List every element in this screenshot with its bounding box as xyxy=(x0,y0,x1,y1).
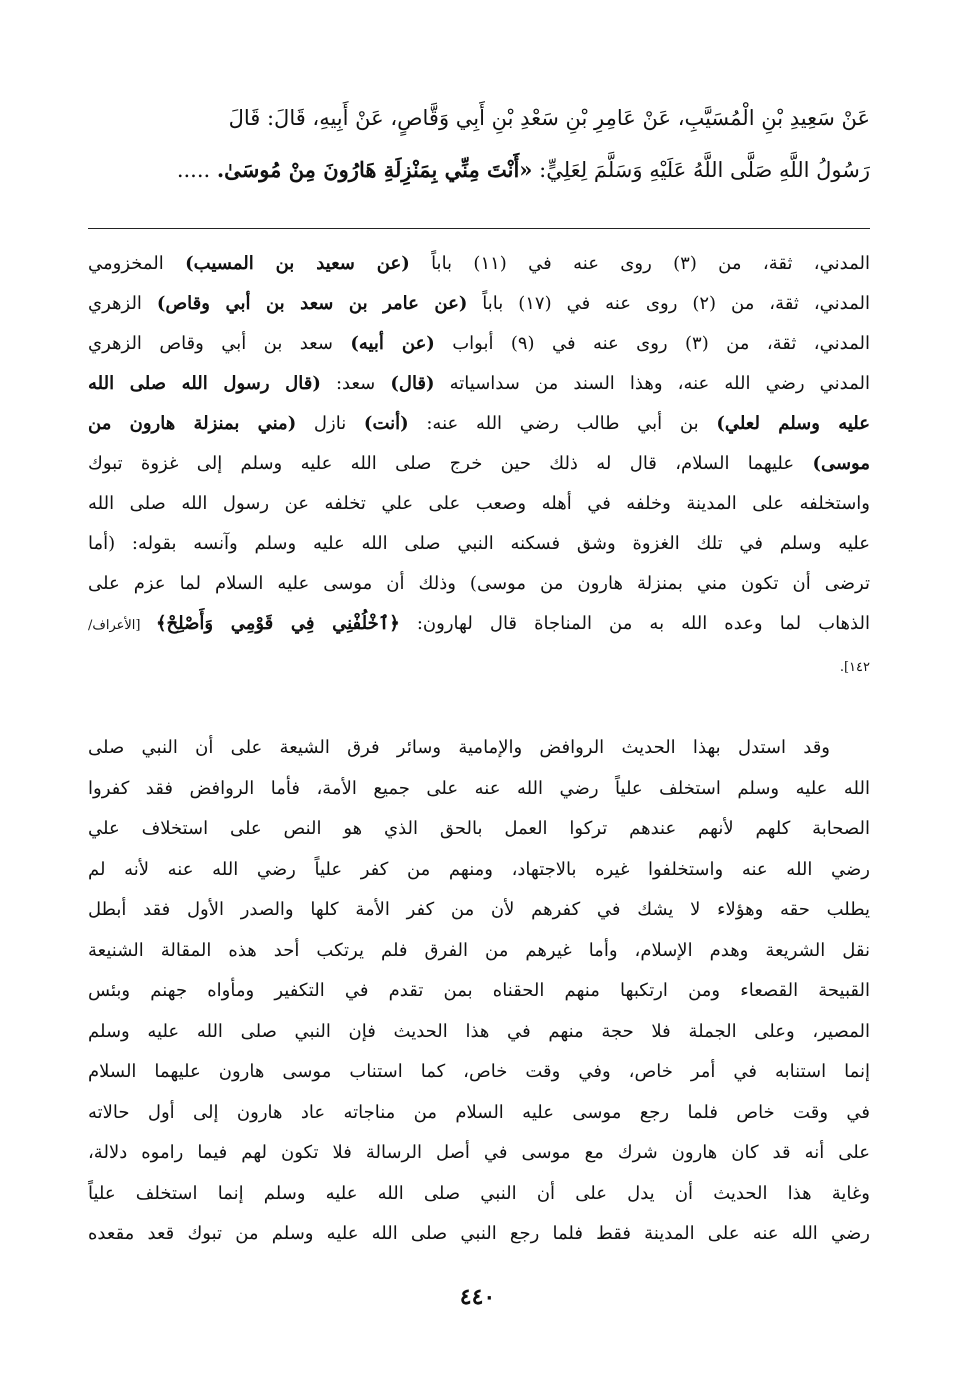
discussion-line: وغاية هذا الحديث أن يدل على أن النبي صلى الله عليه وسلم إنما استخلف علياً xyxy=(88,1182,870,1204)
discussion-line: رضي الله عنه واستخلفوا غيره بالاجتهاد، ومنهم من كفر علياً رضي الله عنه لأنه لم xyxy=(88,858,870,880)
discussion-line: نقل الشريعة وهدم الإسلام، وأما غيرهم من الفرق فلم يرتكب أحد هذه المقالة الشنيعة xyxy=(88,939,870,961)
commentary-line xyxy=(88,364,870,404)
hadith-line-start: رَسُولُ اللَّهِ صَلَّى اللَّهُ عَلَيْهِ وَسَلَّمَ لِعَلِيٍّ: xyxy=(532,158,870,182)
commentary-text: المدني، ثقة، من (٢) روى عنه في (١٧) باباً xyxy=(467,293,870,314)
commentary-text: سعد بن أبي وقاص الزهري xyxy=(88,333,351,354)
discussion-line: على أنه قد كان هارون شرك مع موسى في أصل الرسالة فلا تكون لهم فيما راموه دلالة، xyxy=(88,1142,870,1163)
quran-verse: ﴿ٱخْلُفْنِي فِي قَوْمِي وَأَصْلِحْ﴾ xyxy=(155,613,400,634)
verse-reference: [الأعراف/ xyxy=(88,618,156,633)
commentary-line xyxy=(88,244,870,284)
hadith-quote: «أَنْتَ مِنِّي بِمَنْزِلَةِ هَارُونَ مِنْ مُوسَىٰ. xyxy=(216,157,533,182)
hadith-excerpt: (قال رسول الله صلى الله xyxy=(88,373,321,394)
hadith-excerpt: عليه وسلم لعلي) xyxy=(716,413,870,434)
commentary-text: بن أبي طالب رضي الله عنه: xyxy=(408,413,717,434)
hadith-excerpt: موسى) xyxy=(812,453,870,474)
discussion-line: القبيحة القصعاء ومن ارتكبها منهم الحقناه بمن تقدم في التكفير ومأواه جهنم وبئس xyxy=(88,980,870,1001)
commentary-block xyxy=(88,244,870,688)
commentary-line xyxy=(88,404,870,444)
hadith-excerpt: (قال) xyxy=(390,373,435,394)
commentary-text: سعد: xyxy=(320,373,391,394)
commentary-line xyxy=(88,604,870,646)
commentary-text: المدني، ثقة، من (٣) روى عنه في (٩) أبواب xyxy=(434,333,870,354)
hadith-text xyxy=(88,92,870,196)
hadith-line: عَنْ سَعِيدِ بْنِ الْمُسَيَّبِ، عَنْ عَامِرِ بْنِ سَعْدِ بْنِ أَبِي وَقَّاصٍ، عَنْ أَبِيهِ، قَالَ: قَالَ xyxy=(228,106,870,130)
page-number: ٤٤٠ xyxy=(459,1284,496,1310)
discussion-line: إنما استنابه في أمر خاص، وفي وقت خاص، كما استناب موسى هارون عليهما السلام xyxy=(88,1061,870,1082)
discussion-line: يطلب حقه وهؤلاء لا يشك في كفرهم لأن من كفر الأمة كلها والصدر الأول فقد أبطل xyxy=(88,899,870,920)
hadith-excerpt: (أنت) xyxy=(363,413,409,434)
commentary-line xyxy=(88,444,870,484)
commentary-line: واستخلفه على المدينة وخلفه في أهله وصعب على علي تخلفه عن رسول الله صلى الله xyxy=(88,493,870,514)
discussion-line: المصير، وعلى الجملة فلا حجة منهم في هذا الحديث فإن النبي صلى الله عليه وسلم xyxy=(88,1020,870,1042)
commentary-text: نازل xyxy=(296,413,364,434)
commentary-text: الذهاب لما وعده الله به من المناجاة قال لهارون: xyxy=(399,613,870,634)
discussion-block xyxy=(88,728,870,1255)
commentary-text: المدني رضي الله عنه، وهذا السند من سداسياته xyxy=(434,373,870,394)
discussion-line: الصحابة كلهم لأنهم عندهم تركوا العمل بالحق الذي هو النص على استخلاف علي xyxy=(88,818,870,839)
commentary-line xyxy=(88,646,870,688)
narrator-name: (عن عامر بن سعد بن أبي وقاص) xyxy=(156,293,468,314)
footnote-divider xyxy=(88,228,870,229)
commentary-line xyxy=(88,284,870,324)
discussion-line: في وقت خاص فلما رجع موسى عليه السلام من مناجاته عاد هارون إلى أول حالاته xyxy=(88,1101,870,1123)
commentary-line xyxy=(88,324,870,364)
discussion-line: رضي الله عنه على المدينة فقط فلما رجع النبي صلى الله عليه وسلم من تبوك قعد مقعده xyxy=(88,1223,870,1244)
narrator-name: (عن سعيد بن المسيب) xyxy=(185,253,410,274)
hadith-line xyxy=(88,144,870,196)
verse-reference: ١٤٢]. xyxy=(839,660,870,675)
discussion-line: الله عليه وسلم استخلف علياً رضي الله عنه على جميع الأمة، فأما الروافض فقد كفروا xyxy=(88,777,870,799)
discussion-line: وقد استدل بهذا الحديث الروافض والإمامية وسائر فرق الشيعة على أن النبي صلى xyxy=(88,737,830,758)
commentary-text: المدني، ثقة، من (٣) روى عنه في (١١) باباً xyxy=(409,253,870,274)
commentary-line: ترضى أن تكون مني بمنزلة هارون من موسى) وذلك أن موسى عليه السلام لما عزم على xyxy=(88,573,870,594)
hadith-excerpt: (مني بمنزلة هارون من xyxy=(88,413,297,434)
commentary-text: المخزومي xyxy=(88,253,186,274)
narrator-name: (عن أبيه) xyxy=(350,333,435,354)
commentary-text: الزهري xyxy=(88,293,157,314)
commentary-text: عليهما السلام، قال له ذلك حين خرج صلى الله عليه وسلم إلى غزوة تبوك xyxy=(88,453,813,474)
hadith-trail: ..... xyxy=(176,158,217,182)
commentary-line: عليه وسلم في تلك الغزوة وشق فسكنه النبي صلى الله عليه وسلم وآنسه بقوله: (أما xyxy=(88,533,870,554)
